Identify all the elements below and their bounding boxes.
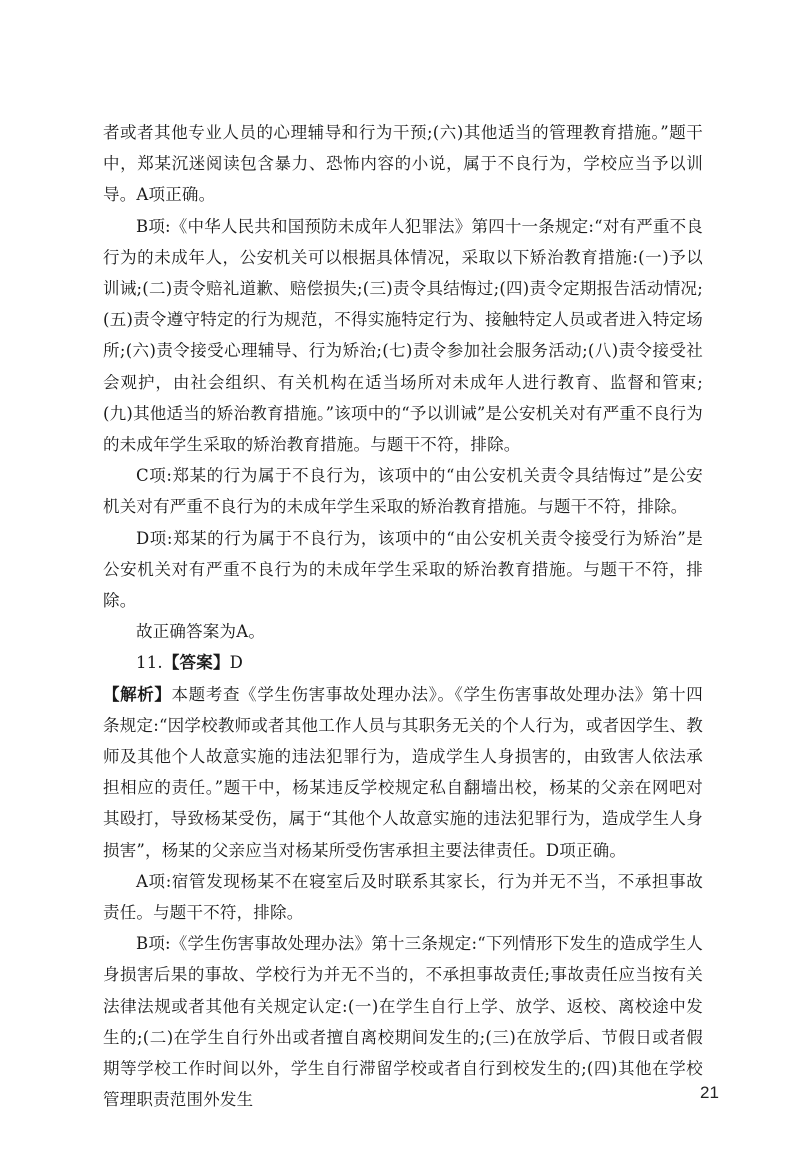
- paragraph-option-c: C项:郑某的行为属于不良行为，该项中的“由公安机关责令具结悔过”是公安机关对有严重不良行为的未成年学生采取的矫治教育措施。与题干不符，排除。: [103, 466, 703, 517]
- paragraph-option-b-second: B项:《学生伤害事故处理办法》第十三条规定:“下列情形下发生的造成学生人身损害后果的事故、学校行为并无不当的，不承担事故责任;事故责任应当按有关法律法规或者其他有关规定认定:(一)在学生自行上学、放学、返校、离校途中发生的;(二)在学生自行外出或者擅自离校期间发生的;(三)在放学后、节假日或者假期等学校工作时间以外，学生自行滞留学校或者自行到校发生的;(四)其他在学校管理职责范围外发生: [103, 934, 703, 1110]
- paragraph-option-b: B项:《中华人民共和国预防未成年人犯罪法》第四十一条规定:“对有严重不良行为的未成年人，公安机关可以根据具体情况，采取以下矫治教育措施:(一)予以训诫;(二)责令赔礼道歉、赔偿损失;(三)责令具结悔过;(四)责令定期报告活动情况;(五)责令遵守特定的行为规范，不得实施特定行为、接触特定人员或者进入特定场所;(六)责令接受心理辅导、行为矫治;(七)责令参加社会服务活动;(八)责令接受社会观护，由社会组织、有关机构在适当场所对未成年人进行教育、监督和管束;(九)其他适当的矫治教育措施。”该项中的“予以训诫”是公安机关对有严重不良行为的未成年学生采取的矫治教育措施。与题干不符，排除。: [103, 216, 703, 455]
- analysis-text: 本题考查《学生伤害事故处理办法》。《学生伤害事故处理办法》第十四条规定:“因学校教师或者其他工作人员与其职务无关的个人行为，或者因学生、教师及其他个人故意实施的违法犯罪行为，造成学生人身损害的，由致害人依法承担相应的责任。”题干中，杨某违反学校规定私自翻墙出校，杨某的父亲在网吧对其殴打，导致杨某受伤，属于“其他个人故意实施的违法犯罪行为，造成学生人身损害”，杨某的父亲应当对杨某所受伤害承担主要法律责任。D项正确。: [103, 684, 703, 860]
- paragraph-option-d: D项:郑某的行为属于不良行为，该项中的“由公安机关责令接受行为矫治”是公安机关对有严重不良行为的未成年学生采取的矫治教育措施。与题干不符，排除。: [103, 528, 703, 611]
- analysis-label: 【解析】: [103, 684, 172, 704]
- paragraph-conclusion: 故正确答案为A。: [136, 622, 266, 642]
- answer-value: D: [229, 653, 244, 673]
- answer-line: [103, 647, 703, 678]
- question-number: 11.: [136, 653, 163, 673]
- page-number: 21: [700, 1083, 719, 1102]
- paragraph-continuation: 者或者其他专业人员的心理辅导和行为干预;(六)其他适当的管理教育措施。”题干中，郑某沉迷阅读包含暴力、恐怖内容的小说，属于不良行为，学校应当予以训导。A项正确。: [103, 123, 704, 205]
- paragraph-option-a: A项:宿管发现杨某不在寝室后及时联系其家长，行为并无不当，不承担事故责任。与题干不符，排除。: [103, 871, 703, 923]
- answer-label: 【答案】: [162, 653, 230, 673]
- body-text: [103, 117, 703, 1116]
- analysis-paragraph: [103, 679, 703, 866]
